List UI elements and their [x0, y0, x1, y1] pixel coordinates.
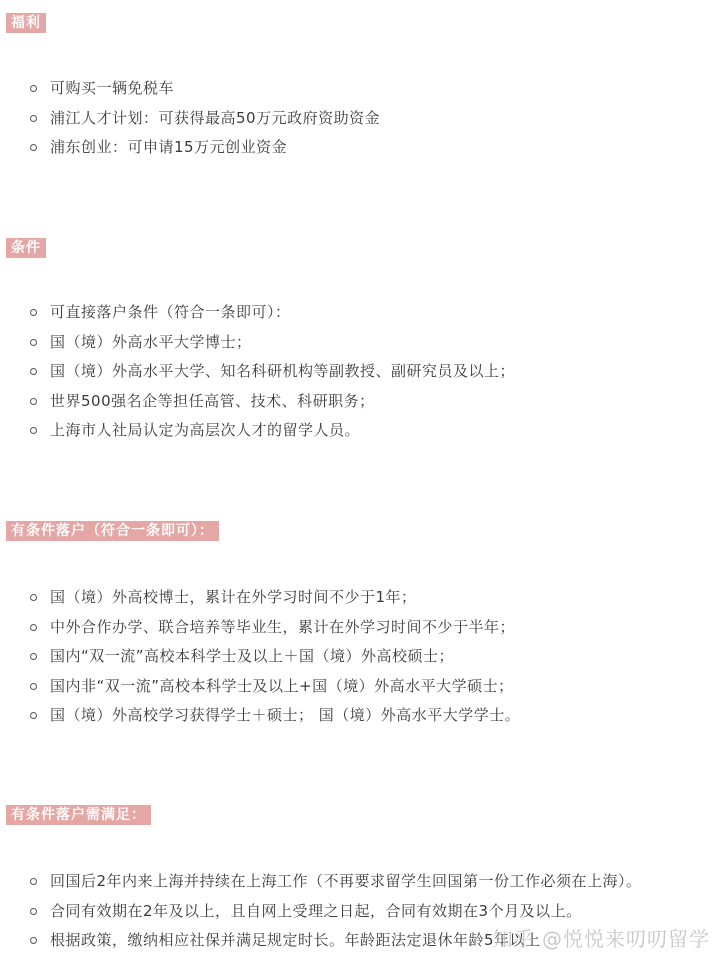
bullet-icon: [30, 908, 37, 915]
bullet-icon: [30, 878, 37, 885]
list-item-text: 国（境）外高校博士，累计在外学习时间不少于1年；: [50, 588, 417, 606]
list-item: [26, 328, 515, 358]
list-item: [26, 672, 520, 702]
list-item: [26, 642, 520, 672]
bullet-icon: [30, 368, 37, 375]
list-item-text: 回国后2年内来上海并持续在上海工作（不再要求留学生回国第一份工作必须在上海）。: [50, 872, 642, 890]
list-item-text: 国（境）外高校学习获得学士＋硕士； 国（境）外高水平大学学士。: [50, 706, 521, 724]
watermark: 知乎 @悦悦来叨叨留学: [492, 927, 710, 951]
list-item-text: 国（境）外高水平大学博士；: [50, 332, 252, 351]
section-tag-requirements: 有条件落户需满足：: [6, 805, 151, 825]
bullet-icon: [30, 712, 37, 719]
section-tag-conditional-settlement: 有条件落户（符合一条即可）：: [6, 521, 219, 541]
section-tag-welfare: 福利: [6, 13, 46, 33]
bullet-icon: [30, 594, 37, 601]
bullet-icon: [30, 683, 37, 690]
list-item: [26, 613, 520, 643]
bullet-icon: [30, 115, 37, 122]
bullet-icon: [30, 144, 37, 151]
list-item: [26, 133, 380, 163]
list-item: [26, 357, 515, 387]
list-item: [26, 416, 515, 446]
list-item-text: 国（境）外高水平大学、知名科研机构等副教授、副研究员及以上；: [50, 362, 516, 380]
conditional-settlement-list: [26, 583, 520, 731]
list-item-text: 国内非“双一流”高校本科学士及以上+国（境）外高水平大学硕士；: [50, 676, 514, 695]
bullet-icon: [30, 624, 37, 631]
list-item-text: 可购买一辆免税车: [50, 79, 175, 97]
list-item-text: 根据政策，缴纳相应社保并满足规定时长。年龄距法定退休年龄5年以上: [50, 931, 541, 949]
list-item-text: 浦东创业：可申请15万元创业资金: [50, 138, 288, 156]
bullet-icon: [30, 653, 37, 660]
welfare-list: [26, 74, 380, 163]
list-item: [26, 897, 642, 927]
bullet-icon: [30, 937, 37, 944]
list-item: [26, 701, 520, 731]
list-item: [26, 104, 380, 134]
bullet-icon: [30, 427, 37, 434]
list-item: [26, 74, 380, 104]
list-item-text: 上海市人社局认定为高层次人才的留学人员。: [50, 421, 361, 439]
list-item-text: 浦江人才计划：可获得最高50万元政府资助资金: [50, 108, 381, 127]
list-item-text: 可直接落户条件（符合一条即可）：: [50, 303, 291, 321]
conditions-list: [26, 298, 515, 446]
bullet-icon: [30, 339, 37, 346]
list-item: [26, 387, 515, 417]
bullet-icon: [30, 398, 37, 405]
list-item-text: 中外合作办学、联合培养等毕业生，累计在外学习时间不少于半年；: [50, 617, 516, 636]
list-item: [26, 867, 642, 897]
section-tag-conditions: 条件: [6, 238, 46, 258]
bullet-icon: [30, 309, 37, 316]
list-item-text: 世界500强名企等担任高管、技术、科研职务；: [50, 391, 375, 410]
list-item: [26, 298, 515, 328]
list-item: [26, 583, 520, 613]
bullet-icon: [30, 85, 37, 92]
list-item-text: 合同有效期在2年及以上，且自网上受理之日起，合同有效期在3个月及以上。: [50, 901, 582, 920]
list-item-text: 国内“双一流”高校本科学士及以上＋国（境）外高校硕士；: [50, 647, 455, 665]
